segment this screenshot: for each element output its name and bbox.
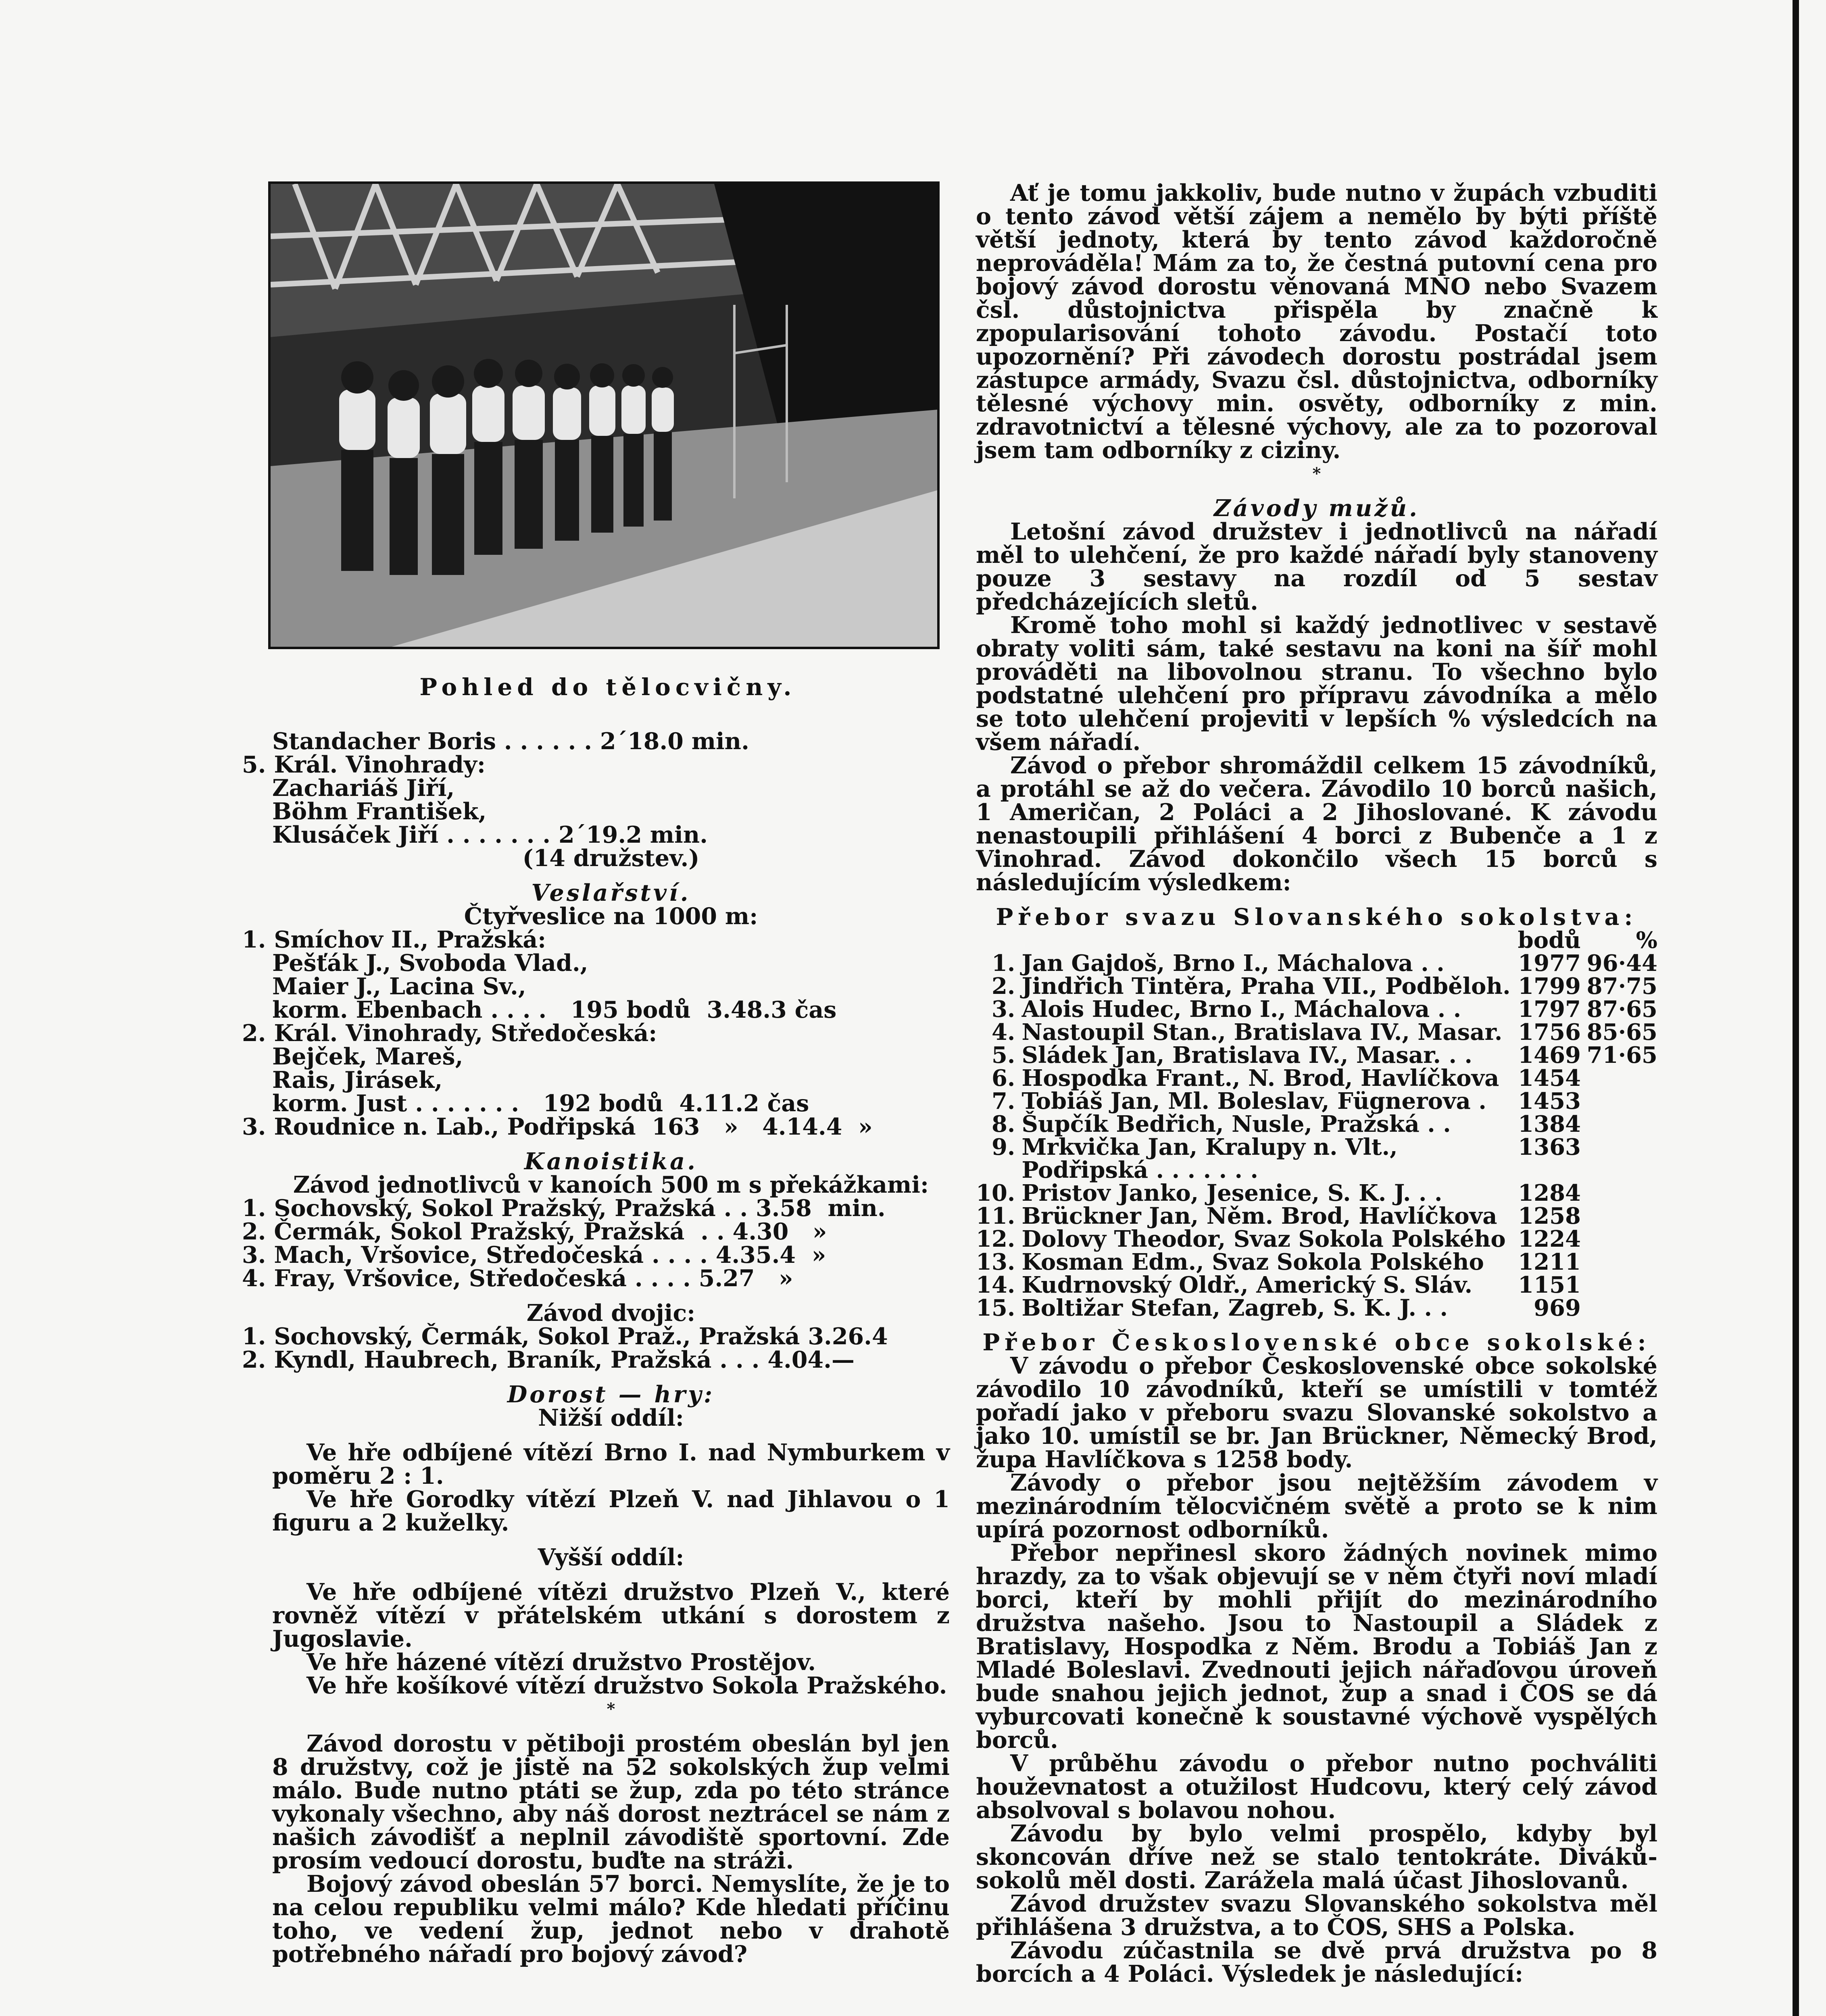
result-athlete: Boltižar Stefan, Zagreb, S. K. J. . . [1021, 1295, 1448, 1321]
table-row [976, 998, 1657, 1021]
paragraph: Závodu zúčastnila se dvě prvá družstva po 8 borcích a 4 Poláci. Výsledek je následující: [976, 1937, 1657, 1987]
result-points: 1799 [1518, 973, 1581, 1000]
text-line: Zachariáš Jiří, [272, 775, 455, 802]
result-rank: 15. [976, 1295, 1015, 1321]
result-points: 1151 [1518, 1272, 1581, 1298]
result-percent: 71·65 [1586, 1042, 1657, 1068]
table-row [976, 1182, 1657, 1205]
result-rank: 9. [991, 1134, 1015, 1160]
result-percent: 87·65 [1586, 996, 1657, 1023]
paragraph: Závod družstev svazu Slovanského sokolstva měl přihlášena 3 družstva, a to ČOS, SHS a Polska. [976, 1890, 1657, 1941]
result-percent [1581, 1205, 1657, 1228]
paragraph: Bojový závod obeslán 57 borci. Nemyslíte, že je to na celou republiku velmi málo? Kde hledati příčinu toho, ve vedení žup, jednot nebo v drahotě potřebného nářadí pro bojový závod? [272, 1870, 950, 1968]
paragraph: Ve hře košíkové vítězí družstvo Sokola Pražského. [306, 1672, 947, 1699]
results-table-title: Přebor svazu Slovanského sokolstva: [996, 904, 1638, 931]
right-column [976, 181, 1657, 1986]
paragraph: Kromě toho mohl si každý jednotlivec v sestavě obraty voliti sám, také sestavu na koni na šíř mohl prováděti na libovolnou stranu. To všechno bylo podstatné ulehčení pro přípravu závodníka a mělo se toto ulehčení projeviti v lepších % výsledcích na všem nářadí. [976, 612, 1657, 756]
table-row [976, 1228, 1657, 1251]
result-athlete: Mrkvička Jan, Kralupy n. Vlt., Podřipská . . . . . . . [1021, 1134, 1398, 1183]
result-rank: 6. [991, 1065, 1015, 1091]
results-table [976, 929, 1657, 1320]
paragraph: Závodu by bylo velmi prospělo, kdyby byl skoncován dříve než se stalo tentokráte. Diváků-sokolů měl dosti. Zarážela malá účast Jihoslovanů. [976, 1820, 1657, 1894]
paragraph: Závod o přebor shromáždil celkem 15 závodníků, a protáhl se až do večera. Závodilo 10 borců našich, 1 Američan, 2 Poláci a 2 Jihoslované. K závodu nenastoupili přihlášení 4 borci z Bubenče a 1 z Vinohrad. Závod dokončilo všech 15 borců s následujícím výsledkem: [976, 752, 1657, 896]
text-line: 5. Král. Vinohrady: [242, 751, 486, 778]
result-rank: 11. [976, 1203, 1015, 1229]
result-line: 1. Smíchov II., Pražská: [242, 926, 546, 953]
result-rank: 12. [976, 1226, 1015, 1252]
result-line: 3. Roudnice n. Lab., Podřipská 163 » 4.14.4 » [242, 1113, 873, 1140]
result-rank: 5. [991, 1042, 1015, 1068]
result-rank: 3. [991, 996, 1015, 1023]
paragraph: Ve hře odbíjené vítězí Brno I. nad Nymburkem v poměru 2 : 1. [272, 1439, 950, 1489]
result-percent [1581, 1067, 1657, 1090]
text-line: Böhm František, [272, 798, 487, 825]
result-line: Pešťák J., Svoboda Vlad., [272, 950, 588, 977]
paragraph: Přebor nepřinesl skoro žádných novinek mimo hrazdy, za to však objevují se v něm čtyři noví mladí borci, kteří by mohli přijít do mezinárodního družstva našeho. Jsou to Nastoupil a Sládek z Bratislavy, Hospodka z Něm. Brodu a Tobiáš Jan z Mladé Boleslavi. Zvednouti jejich nářaďovou úroveň bude snahou jejich jednot, žup a snad i ČOS se dá vyburcovati konečně k soustavné výchově vyspělých borců. [976, 1539, 1657, 1754]
team-count: (14 družstev.) [522, 845, 700, 872]
table-row [976, 1090, 1657, 1113]
rowing-subheading: Čtyřveslice na 1000 m: [464, 903, 758, 930]
result-athlete: Brückner Jan, Něm. Brod, Havlíčkova [1021, 1203, 1497, 1229]
men-heading: Závody mužů. [1214, 495, 1420, 522]
result-athlete: Kudrnovský Oldř., Americký S. Sláv. [1021, 1272, 1473, 1298]
result-athlete: Kosman Edm., Svaz Sokola Polského [1021, 1249, 1484, 1275]
result-percent [1581, 1113, 1657, 1136]
table-row [976, 1205, 1657, 1228]
result-points: 1211 [1518, 1249, 1581, 1275]
result-athlete: Nastoupil Stan., Bratislava IV., Masar. [1021, 1019, 1503, 1045]
left-column [242, 728, 950, 1968]
result-rank: 10. [976, 1180, 1015, 1206]
result-rank: 1. [991, 950, 1015, 977]
result-athlete: Tobiáš Jan, Ml. Boleslav, Fügnerova . [1021, 1088, 1486, 1114]
result-line: 2. Král. Vinohrady, Středočeská: [242, 1020, 657, 1047]
rowing-heading: Veslařství. [531, 879, 691, 906]
result-points: 1469 [1518, 1042, 1581, 1068]
table-row [976, 1044, 1657, 1067]
upper-division-heading: Vyšší oddíl: [538, 1544, 684, 1571]
paragraph: V závodu o přebor Československé obce sokolské závodilo 10 závodníků, kteří se umístili v tomtéž pořadí jako v přeboru svazu Slovanské sokolstvo a jako 10. umístil se br. Jan Brückner, Německý Brod, župa Havlíčkova s 1258 body. [976, 1352, 1657, 1473]
paragraph: Závody o přebor jsou nejtěžším závodem v mezinárodním tělocvičném světě a proto se k nim upírá pozornost odborníků. [976, 1469, 1657, 1543]
text-line: Standacher Boris . . . . . . 2´18.0 min. [272, 728, 749, 755]
table-row [976, 1067, 1657, 1090]
result-rank: 7. [991, 1088, 1015, 1114]
gymnasium-photo [268, 181, 940, 649]
result-percent [1581, 1228, 1657, 1251]
result-points: 1454 [1518, 1065, 1581, 1091]
canoe-subheading: Závod jednotlivců v kanoích 500 m s překážkami: [293, 1171, 929, 1198]
result-points: 1363 [1518, 1134, 1581, 1160]
result-points: 1756 [1518, 1019, 1581, 1045]
points-header: bodů [1517, 927, 1581, 954]
result-line: 3. Mach, Vršovice, Středočeská . . . . 4.35.4 » [242, 1241, 826, 1268]
table-header [976, 929, 1657, 952]
result-rank: 14. [976, 1272, 1015, 1298]
result-points: 1797 [1518, 996, 1581, 1023]
result-percent: 96·44 [1586, 950, 1657, 977]
photo-caption: Pohled do tělocvičny. [419, 673, 796, 701]
percent-header: % [1636, 927, 1657, 954]
table-row [976, 952, 1657, 975]
table-row [976, 1274, 1657, 1297]
gymnasium-photo-drawing [271, 184, 937, 647]
cos-heading: Přebor Československé obce sokolské: [982, 1329, 1651, 1356]
paragraph: V průběhu závodu o přebor nutno pochváliti houževnatost a otužilost Hudcovu, který celý závod absolvoval s bolavou nohou. [976, 1750, 1657, 1824]
paragraph: Letošní závod družstev i jednotlivců na nářadí měl to ulehčení, že pro každé nářadí byly stanoveny pouze 3 sestavy na rozdíl od 5 sestav předcházejících sletů. [976, 518, 1657, 615]
lower-division-heading: Nižší oddíl: [538, 1404, 684, 1431]
result-percent: 85·65 [1586, 1019, 1657, 1045]
result-points: 1284 [1518, 1180, 1581, 1206]
result-percent [1581, 1136, 1657, 1182]
result-line: 2. Čermák, Sokol Pražský, Pražská . . 4.30 » [242, 1218, 827, 1245]
result-points: 1384 [1518, 1111, 1581, 1137]
result-rank: 4. [991, 1019, 1015, 1045]
table-row [976, 1136, 1657, 1182]
result-percent [1581, 1297, 1657, 1320]
result-athlete: Jindřich Tintěra, Praha VII., Podběloh. [1021, 973, 1511, 1000]
result-line: 4. Fray, Vršovice, Středočeská . . . . 5.27 » [242, 1265, 793, 1292]
table-row [976, 1113, 1657, 1136]
result-line: korm. Just . . . . . . . 192 bodů 4.11.2 čas [272, 1090, 809, 1117]
result-percent: 87·75 [1586, 973, 1657, 1000]
result-athlete: Hospodka Frant., N. Brod, Havlíčkova [1021, 1065, 1499, 1091]
canoe-heading: Kanoistika. [524, 1148, 698, 1175]
result-percent [1581, 1182, 1657, 1205]
table-row [976, 1251, 1657, 1274]
paragraph: Ať je tomu jakkoliv, bude nutno v župách vzbuditi o tento závod větší zájem a nemělo by býti příště větší jednoty, která by tento závod každoročně neprováděla! Mám za to, že čestná putovní cena pro bojový závod dorostu věnovaná MNO nebo Svazem čsl. důstojnictva přispěla by značně k zpopularisování tohoto závodu. Postačí toto upozornění? Při závodech dorostu postrádal jsem zástupce armády, Svazu čsl. důstojnictva, odborníky tělesné výchovy min. osvěty, odborníky z min. zdravotnictví a tělesné výchovy, ale za to pozoroval jsem tam odborníky z ciziny. [976, 179, 1657, 464]
result-line: 1. Sochovský, Sokol Pražský, Pražská . . 3.58 min. [242, 1195, 886, 1222]
table-row [976, 1021, 1657, 1044]
result-athlete: Šupčík Bedřich, Nusle, Pražská . . [1021, 1111, 1451, 1137]
result-points: 969 [1534, 1295, 1581, 1321]
result-athlete: Dolovy Theodor, Svaz Sokola Polského [1021, 1226, 1506, 1252]
pairs-heading: Závod dvojic: [526, 1300, 696, 1327]
paragraph: Ve hře Gorodky vítězí Plzeň V. nad Jihlavou o 1 figuru a 2 kuželky. [272, 1486, 950, 1536]
result-points: 1224 [1518, 1226, 1581, 1252]
table-row [976, 975, 1657, 998]
result-line: Rais, Jirásek, [272, 1066, 443, 1093]
result-points: 1977 [1518, 950, 1581, 977]
scan-border-right [1793, 0, 1799, 2016]
table-row [976, 1297, 1657, 1320]
result-rank: 13. [976, 1249, 1015, 1275]
separator-star: * [1312, 464, 1321, 483]
paragraph: Ve hře odbíjené vítězi družstvo Plzeň V., které rovněž vítězí v přátelském utkání s dorostem z Jugoslavie. [272, 1579, 950, 1652]
result-line: 2. Kyndl, Haubrech, Braník, Pražská . . . 4.04.— [242, 1346, 855, 1373]
result-percent [1581, 1090, 1657, 1113]
result-line: Bejček, Mareš, [272, 1043, 463, 1070]
result-line: Maier J., Lacina Sv., [272, 973, 526, 1000]
result-rank: 2. [991, 973, 1015, 1000]
result-line: 1. Sochovský, Čermák, Sokol Praž., Pražská 3.26.4 [242, 1323, 888, 1350]
paragraph: Závod dorostu v pětiboji prostém obeslán byl jen 8 družstvy, což je jistě na 52 sokolských žup velmi málo. Bude nutno ptáti se žup, zda po této stránce vykonaly všechno, aby náš dorost neztrácel se nám z našich závodišť a neplnil závodiště sportovní. Zde prosím vedoucí dorostu, buďte na stráži. [272, 1730, 950, 1874]
result-athlete: Jan Gajdoš, Brno I., Máchalova . . [1021, 950, 1445, 977]
result-athlete: Pristov Janko, Jesenice, S. K. J. . . [1021, 1180, 1442, 1206]
result-athlete: Sládek Jan, Bratislava IV., Masar. . . [1021, 1042, 1472, 1068]
separator-star: * [607, 1699, 615, 1718]
text-line: Klusáček Jiří . . . . . . . 2´19.2 min. [272, 821, 708, 848]
result-percent [1581, 1251, 1657, 1274]
result-rank: 8. [991, 1111, 1015, 1137]
result-points: 1453 [1518, 1088, 1581, 1114]
result-athlete: Alois Hudec, Brno I., Máchalova . . [1021, 996, 1461, 1023]
youth-heading: Dorost — hry: [507, 1381, 715, 1408]
result-line: korm. Ebenbach . . . . 195 bodů 3.48.3 čas [272, 996, 837, 1023]
result-percent [1581, 1274, 1657, 1297]
result-points: 1258 [1518, 1203, 1581, 1229]
paragraph: Ve hře házené vítězí družstvo Prostějov. [306, 1649, 816, 1676]
